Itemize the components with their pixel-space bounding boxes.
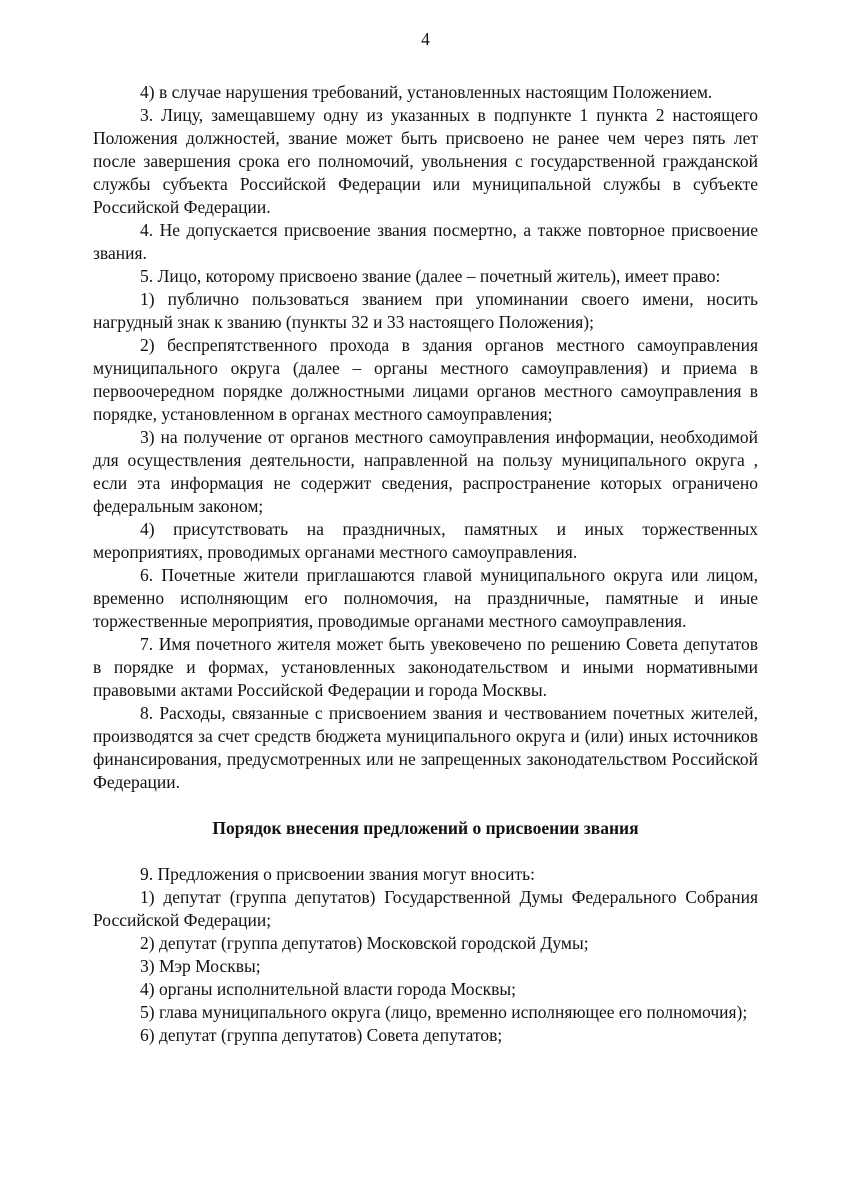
paragraph: 4. Не допускается присвоение звания посмертно, а также повторное присвоение звания. bbox=[93, 220, 758, 263]
paragraph: 7. Имя почетного жителя может быть увековечено по решению Совета депутатов в порядке и формах, установленных законодательством и иными нормативными правовыми актами Российской Федерации и города Москвы. bbox=[93, 634, 758, 700]
paragraph: 2) беспрепятственного прохода в здания органов местного самоуправления муниципального округа (далее – органы местного самоуправления) и приема в первоочередном порядке должностными лицами органов местного самоуправления в порядке, установленном в органах местного самоуправления; bbox=[93, 335, 758, 424]
paragraph: 4) органы исполнительной власти города Москвы; bbox=[140, 979, 517, 999]
paragraph: 5) глава муниципального округа (лицо, временно исполняющее его полномочия); bbox=[140, 1002, 748, 1022]
paragraph: 1) депутат (группа депутатов) Государственной Думы Федерального Собрания Российской Федерации; bbox=[93, 887, 758, 930]
page-number: 4 bbox=[421, 29, 430, 49]
paragraph: 2) депутат (группа депутатов) Московской городской Думы; bbox=[140, 933, 589, 953]
paragraph: 4) в случае нарушения требований, установленных настоящим Положением. bbox=[140, 82, 713, 102]
paragraph: 5. Лицо, которому присвоено звание (далее – почетный житель), имеет право: bbox=[140, 266, 721, 286]
paragraph: 6. Почетные жители приглашаются главой муниципального округа или лицом, временно исполняющим его полномочия, на праздничные, памятные и иные торжественные мероприятия, проводимые органами местного самоуправления. bbox=[93, 565, 758, 631]
paragraph: 9. Предложения о присвоении звания могут вносить: bbox=[140, 864, 535, 884]
paragraph: 3) Мэр Москвы; bbox=[140, 956, 261, 976]
paragraph: 3) на получение от органов местного самоуправления информации, необходимой для осуществления деятельности, направленной на пользу муниципального округа , если эта информация не содержит сведения, распространение которых ограничено федеральным законом; bbox=[93, 427, 758, 516]
paragraph: 3. Лицу, замещавшему одну из указанных в подпункте 1 пункта 2 настоящего Положения должностей, звание может быть присвоено не ранее чем через пять лет после завершения срока его полномочий, увольнения с государственной гражданской службы субъекта Российской Федерации или муниципальной службы в субъекте Российской Федерации. bbox=[93, 105, 758, 217]
paragraph: 8. Расходы, связанные с присвоением звания и чествованием почетных жителей, производятся за счет средств бюджета муниципального округа и (или) иных источников финансирования, предусмотренных или не запрещенных законодательством Российской Федерации. bbox=[93, 703, 758, 792]
paragraph: 6) депутат (группа депутатов) Совета депутатов; bbox=[140, 1025, 503, 1045]
section-heading: Порядок внесения предложений о присвоении звания bbox=[212, 818, 639, 838]
paragraph: 4) присутствовать на праздничных, памятных и иных торжественных мероприятиях, проводимых органами местного самоуправления. bbox=[93, 519, 758, 562]
paragraph: 1) публично пользоваться званием при упоминании своего имени, носить нагрудный знак к званию (пункты 32 и 33 настоящего Положения); bbox=[93, 289, 758, 332]
